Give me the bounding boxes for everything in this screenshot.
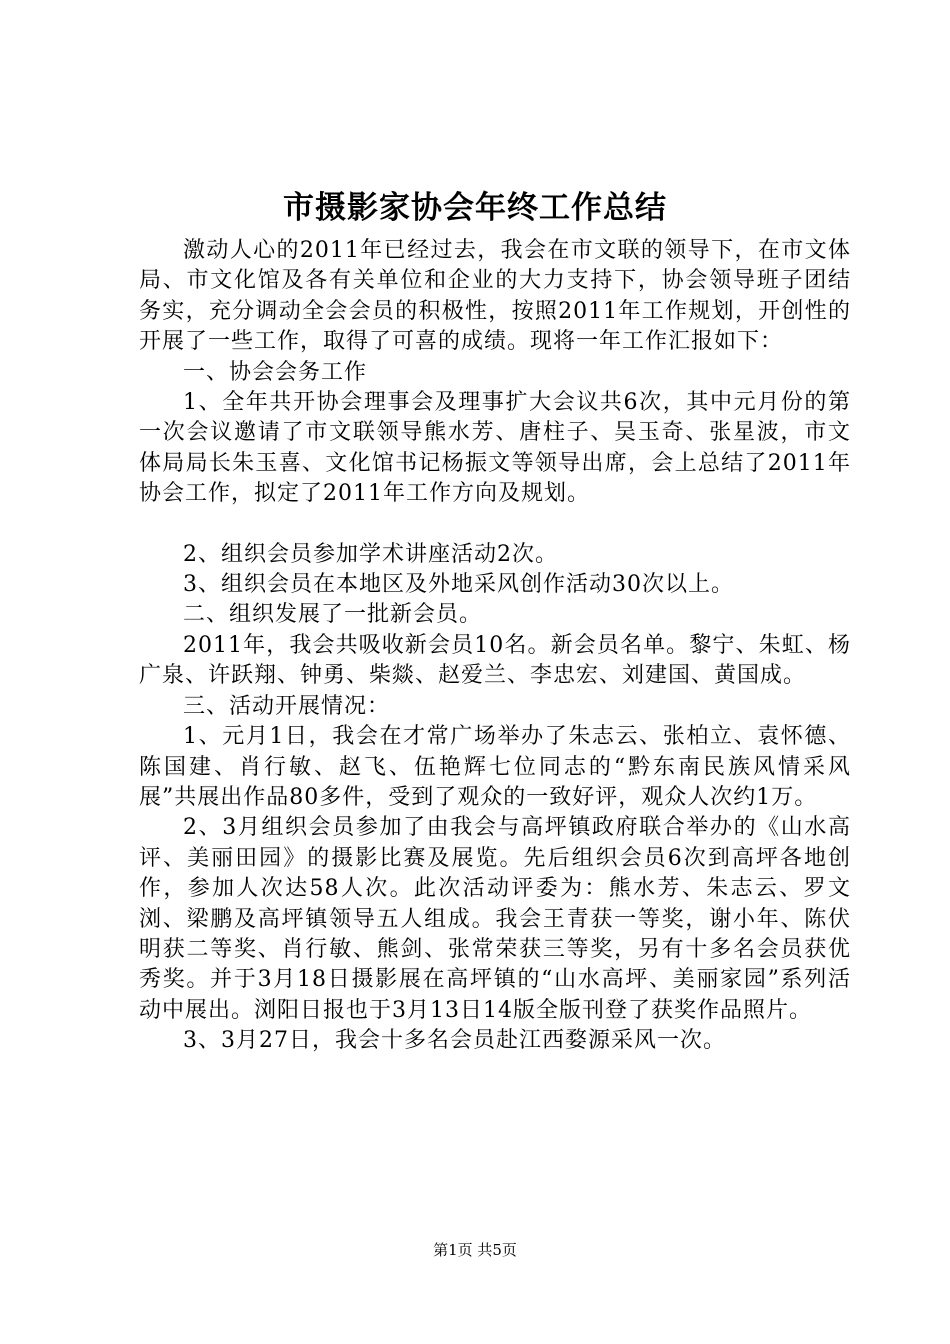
document-body (139, 236, 851, 1057)
blank-line (139, 510, 851, 540)
intro-paragraph: 激动人心的2011年已经过去，我会在市文联的领导下，在市文体局、市文化馆及各有关单位和企业的大力支持下，协会领导班子团结务实，充分调动全会会员的积极性，按照2011年工作规划，开创性的开展了一些工作，取得了可喜的成绩。现将一年工作汇报如下： (139, 238, 851, 355)
section-heading-activities: 三、活动开展情况： (183, 693, 391, 719)
section-heading-members: 二、组织发展了一批新会员。 (183, 602, 483, 628)
page-number: 第1页 共5页 (433, 1241, 517, 1259)
affairs-item-1: 1、全年共开协会理事会及理事扩大会议共6次，其中元月份的第一次会议邀请了市文联领导熊水芳、唐柱子、吴玉奇、张星波，市文体局局长朱玉喜、文化馆书记杨振文等领导出席，会上总结了2011年协会工作，拟定了2011年工作方向及规划。 (139, 390, 851, 507)
activity-item-2: 2、3月组织会员参加了由我会与高坪镇政府联合举办的《山水高评、美丽田园》的摄影比赛及展览。先后组织会员6次到高坪各地创作，参加人次达58人次。此次活动评委为：熊水芳、朱志云、罗文浏、梁鹏及高坪镇领导五人组成。我会王青获一等奖，谢小年、陈伏明获二等奖、肖行敏、熊剑、张常荣获三等奖，另有十多名会员获优秀奖。并于3月18日摄影展在高坪镇的“山水高坪、美丽家园”系列活动中展出。浏阳日报也于3月13日14版全版刊登了获奖作品照片。 (139, 815, 851, 1023)
activity-item-1: 1、元月1日，我会在才常广场举办了朱志云、张柏立、袁怀德、陈国建、肖行敏、赵飞、伍艳辉七位同志的“黔东南民族风情采风展”共展出作品80多件，受到了观众的一致好评，观众人次约1万。 (139, 724, 851, 810)
affairs-item-3: 3、组织会员在本地区及外地采风创作活动30次以上。 (183, 572, 734, 598)
section-heading-affairs: 一、协会会务工作 (183, 359, 368, 385)
activity-item-3: 3、3月27日，我会十多名会员赴江西婺源采风一次。 (183, 1028, 726, 1054)
members-paragraph: 2011年，我会共吸收新会员10名。新会员名单。黎宁、朱虹、杨广泉、许跃翔、钟勇、柴燚、赵爱兰、李忠宏、刘建国、黄国成。 (139, 632, 851, 689)
document-title: 市摄影家协会年终工作总结 (283, 190, 667, 226)
affairs-item-2: 2、组织会员参加学术讲座活动2次。 (183, 541, 558, 567)
